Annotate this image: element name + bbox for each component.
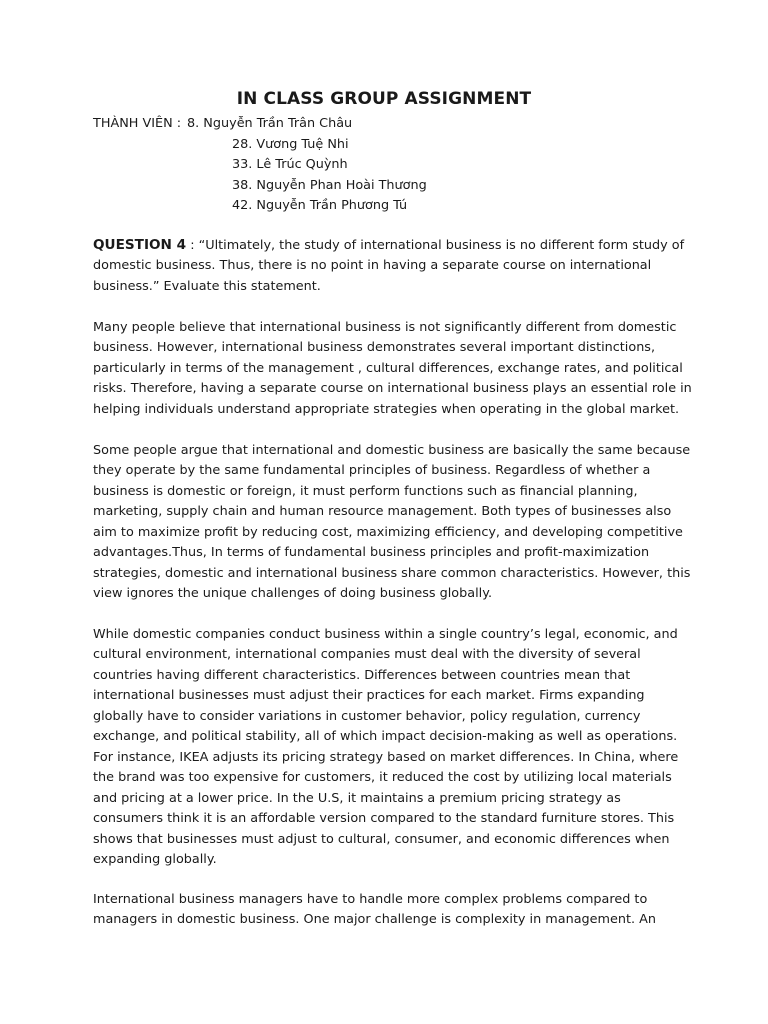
paragraph-line: particularly in terms of the management , cultural differences, exchange rates, and political [93, 360, 683, 376]
paragraph-line: business. However, international business demonstrates several important distinctions, [93, 340, 656, 356]
paragraph-similarities [93, 441, 691, 605]
paragraph-management [93, 890, 683, 931]
member-list [93, 114, 427, 217]
paragraph-line: For instance, IKEA adjusts its pricing strategy based on market differences. In China, where [93, 749, 679, 765]
paragraph-line: advantages.Thus, In terms of fundamental business principles and profit-maximization [93, 545, 650, 561]
paragraph-differences [93, 625, 683, 870]
paragraph-line: consumers think it is an affordable version compared to the standard furniture stores. This [93, 811, 675, 827]
paragraph-line: the brand was too expensive for customers, it reduced the cost by utilizing local materials [93, 770, 672, 786]
paragraph-line: expanding globally. [93, 851, 217, 867]
member-name: 28. Vương Tuệ Nhi [232, 136, 349, 152]
paragraph-line: managers in domestic business. One major challenge is complexity in management. An [93, 912, 657, 928]
paragraph-line: marketing, supply chain and human resource management. Both types of businesses also [93, 504, 672, 520]
question-line [93, 235, 683, 256]
paragraph-line: Many people believe that international business is not significantly different from domestic [93, 320, 677, 335]
paragraph-line: shows that businesses must adjust to cultural, consumer, and economic differences when [93, 831, 670, 847]
paragraph-line: international businesses must adjust their practices for each market. Firms expanding [93, 688, 645, 704]
member-name: 33. Lê Trúc Quỳnh [232, 157, 348, 172]
paragraph-line: aim to maximize profit by reducing cost, maximizing efficiency, and developing competitive [93, 524, 683, 540]
question-text: : “Ultimately, the study of international business is no different form study of [186, 238, 685, 253]
paragraph-line: International business managers have to handle more complex problems compared to [93, 892, 648, 907]
member-row [93, 114, 427, 135]
question-block [93, 235, 683, 297]
member-row [93, 135, 427, 156]
question-line: business.” Evaluate this statement. [93, 278, 321, 294]
paragraph-line: business is domestic or foreign, it must perform functions such as financial planning, [93, 483, 638, 499]
paragraph-line: While domestic companies conduct business within a single country’s legal, economic, and [93, 627, 678, 642]
paragraph-line: helping individuals understand appropriate strategies when operating in the global market. [93, 401, 680, 417]
paragraph-line: globally have to consider variations in customer behavior, policy regulation, currency [93, 708, 641, 724]
paragraph-line: risks. Therefore, having a separate course on international business plays an essential role in [93, 381, 692, 397]
paragraph-line: cultural environment, international companies must deal with the diversity of several [93, 647, 641, 663]
paragraph-line: countries having different characteristics. Differences between countries mean that [93, 667, 631, 683]
paragraph-line: and pricing at a lower price. In the U.S, it maintains a premium pricing strategy as [93, 790, 621, 806]
paragraph-intro [93, 318, 692, 420]
paragraph-line: they operate by the same fundamental principles of business. Regardless of whether a [93, 463, 651, 479]
member-name: 8. Nguyễn Trần Trân Châu [187, 116, 353, 131]
page-title: IN CLASS GROUP ASSIGNMENT [236, 89, 532, 109]
member-row [93, 176, 427, 197]
paragraph-line: view ignores the unique challenges of doing business globally. [93, 586, 493, 602]
member-row [93, 155, 427, 176]
members-label: THÀNH VIÊN : [93, 116, 182, 131]
paragraph-line: exchange, and political stability, all of which impact decision-making as well as operations. [93, 729, 678, 745]
question-line: domestic business. Thus, there is no point in having a separate course on international [93, 258, 652, 274]
member-name: 42. Nguyễn Trần Phương Tú [232, 198, 408, 213]
paragraph-line: strategies, domestic and international business share common characteristics. However, this [93, 565, 691, 581]
question-label: QUESTION 4 [93, 237, 187, 253]
member-row [93, 196, 427, 217]
member-name: 38. Nguyễn Phan Hoài Thương [232, 177, 427, 193]
paragraph-line: Some people argue that international and domestic business are basically the same because [93, 443, 691, 458]
